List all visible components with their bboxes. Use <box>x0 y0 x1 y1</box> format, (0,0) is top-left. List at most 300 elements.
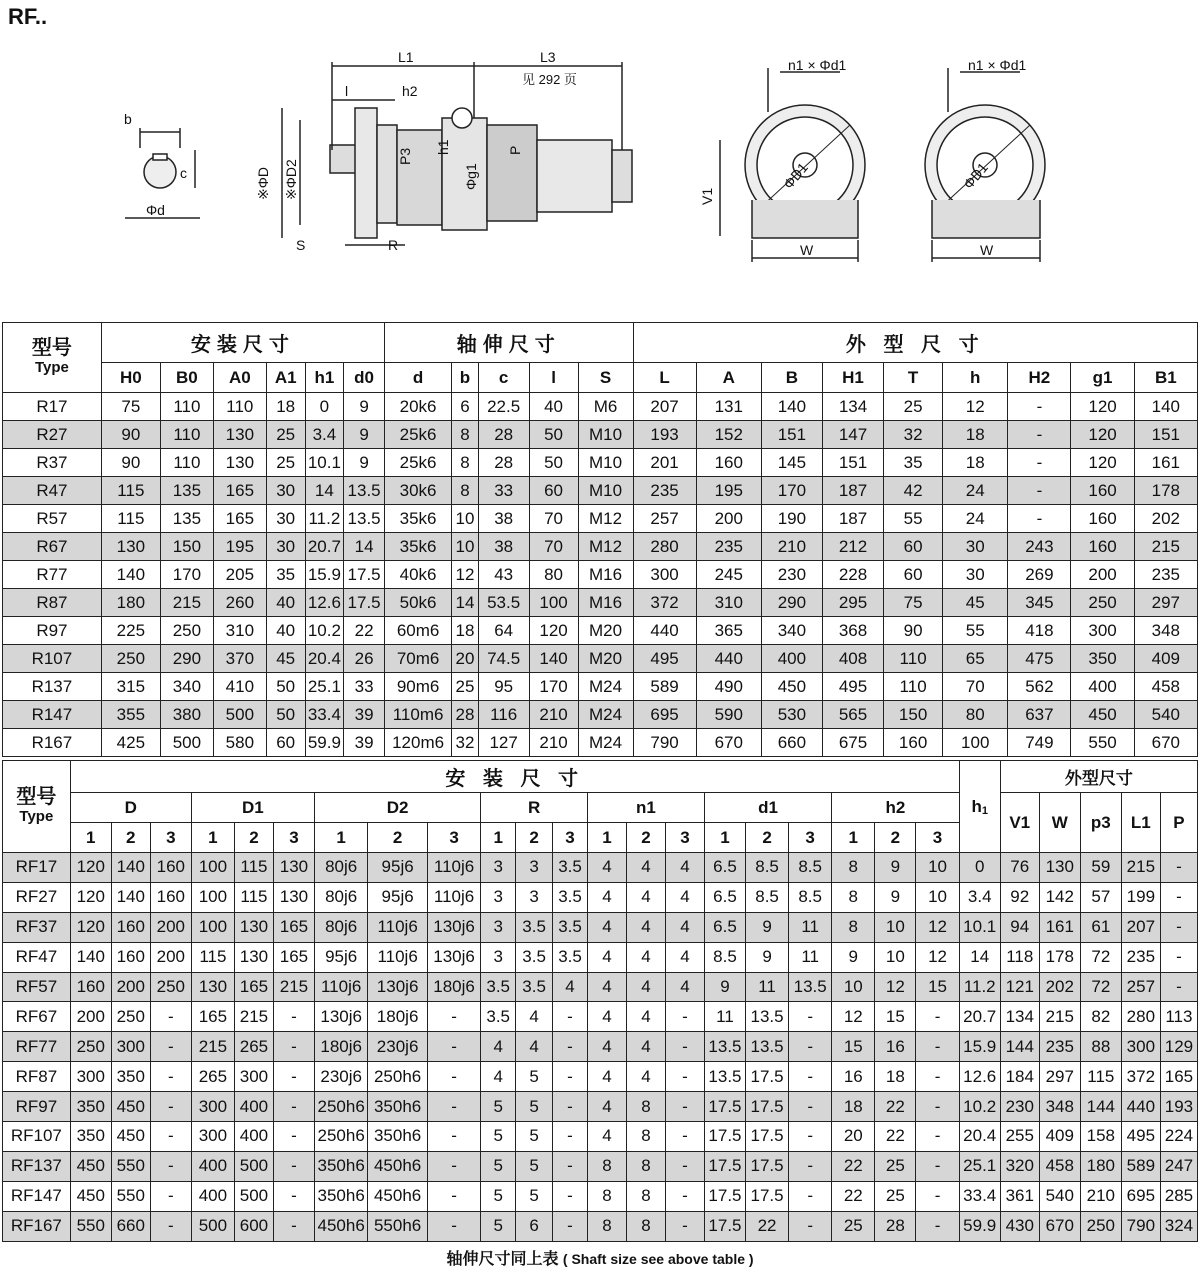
table-row <box>3 942 1198 972</box>
value-cell: - <box>1008 449 1071 477</box>
value-cell: 120 <box>1071 393 1134 421</box>
value-cell: 3.4 <box>959 882 1000 912</box>
sub-number: 2 <box>875 823 916 853</box>
type-cell: RF107 <box>3 1122 71 1152</box>
type-cell: R47 <box>3 477 102 505</box>
value-cell: 230 <box>761 561 822 589</box>
value-cell: - <box>1160 942 1197 972</box>
value-cell: 130 <box>213 449 266 477</box>
value-cell: 116 <box>478 701 529 729</box>
sub-number: 1 <box>832 823 875 853</box>
value-cell: 250 <box>160 617 213 645</box>
value-cell: 8 <box>452 449 478 477</box>
value-cell: 100 <box>943 729 1008 757</box>
label-R: R <box>388 237 399 253</box>
type-cell: R147 <box>3 701 102 729</box>
value-cell: - <box>273 1062 314 1092</box>
value-cell: 10.1 <box>959 912 1000 942</box>
value-cell: 50 <box>529 421 578 449</box>
value-cell: 55 <box>884 505 943 533</box>
value-cell: 142 <box>1039 882 1080 912</box>
value-cell: 4 <box>481 1062 516 1092</box>
value-cell: 76 <box>1000 853 1039 883</box>
value-cell: 17.5 <box>746 1181 789 1211</box>
value-cell: 4 <box>516 1032 553 1062</box>
value-cell: 95j6 <box>368 882 428 912</box>
table-row <box>3 912 1198 942</box>
value-cell: 25 <box>875 1151 916 1181</box>
value-cell: 12 <box>452 561 478 589</box>
value-cell: 280 <box>1121 1002 1160 1032</box>
value-cell: 115 <box>191 942 234 972</box>
value-cell: 120 <box>1071 421 1134 449</box>
value-cell: 22 <box>875 1122 916 1152</box>
value-cell: 300 <box>111 1032 150 1062</box>
value-cell: 28 <box>875 1211 916 1241</box>
value-cell: 235 <box>696 533 761 561</box>
label-c: c <box>180 165 187 181</box>
type-cell: R37 <box>3 449 102 477</box>
value-cell: 409 <box>1134 645 1197 673</box>
value-cell: 4 <box>665 882 704 912</box>
value-cell: 4 <box>626 972 665 1002</box>
subgroup-d1: d1 <box>704 793 831 823</box>
value-cell: 10 <box>875 942 916 972</box>
value-cell: 749 <box>1008 729 1071 757</box>
outline-dimensions-header-rf: 外型尺寸 <box>1000 761 1197 793</box>
value-cell: 32 <box>884 421 943 449</box>
value-cell: - <box>273 1151 314 1181</box>
value-cell: 30 <box>943 533 1008 561</box>
value-cell: 160 <box>1071 505 1134 533</box>
value-cell: 695 <box>1121 1181 1160 1211</box>
value-cell: 115 <box>101 505 160 533</box>
label-b: b <box>124 111 132 127</box>
value-cell: M20 <box>578 645 633 673</box>
value-cell: 8 <box>626 1151 665 1181</box>
table-row <box>3 1151 1198 1181</box>
value-cell: 8.5 <box>746 853 789 883</box>
value-cell: 6.5 <box>704 853 745 883</box>
value-cell: 24 <box>943 477 1008 505</box>
table-row <box>3 421 1198 449</box>
value-cell: 8 <box>452 477 478 505</box>
value-cell: 295 <box>822 589 883 617</box>
type-cell: RF137 <box>3 1151 71 1181</box>
value-cell: 10 <box>916 882 959 912</box>
value-cell: 11 <box>789 942 832 972</box>
value-cell: 8 <box>587 1211 626 1241</box>
value-cell: 9 <box>746 942 789 972</box>
value-cell: 30 <box>943 561 1008 589</box>
value-cell: - <box>150 1002 191 1032</box>
value-cell: 450 <box>111 1122 150 1152</box>
value-cell: 11.2 <box>959 972 1000 1002</box>
value-cell: - <box>665 1092 704 1122</box>
value-cell: 30k6 <box>384 477 451 505</box>
value-cell: 13.5 <box>789 972 832 1002</box>
value-cell: - <box>553 1151 588 1181</box>
r-series-dimension-table <box>2 322 1198 757</box>
value-cell: 120 <box>1071 449 1134 477</box>
value-cell: 324 <box>1160 1211 1197 1241</box>
value-cell: - <box>789 1181 832 1211</box>
value-cell: - <box>916 1032 959 1062</box>
value-cell: 8 <box>452 421 478 449</box>
value-cell: 20.4 <box>959 1122 1000 1152</box>
value-cell: 380 <box>160 701 213 729</box>
value-cell: M16 <box>578 561 633 589</box>
value-cell: 0 <box>959 853 1000 883</box>
value-cell: 12.6 <box>959 1062 1000 1092</box>
type-cell: R107 <box>3 645 102 673</box>
type-cell: RF47 <box>3 942 71 972</box>
value-cell: 4 <box>665 942 704 972</box>
value-cell: 215 <box>234 1002 273 1032</box>
value-cell: 40k6 <box>384 561 451 589</box>
value-cell: 61 <box>1080 912 1121 942</box>
value-cell: M24 <box>578 729 633 757</box>
value-cell: - <box>427 1211 480 1241</box>
value-cell: 8 <box>587 1151 626 1181</box>
value-cell: 3.5 <box>516 942 553 972</box>
value-cell: - <box>273 1002 314 1032</box>
table-row <box>3 673 1198 701</box>
value-cell: 4 <box>665 912 704 942</box>
table-row <box>3 533 1198 561</box>
table-row <box>3 1032 1198 1062</box>
value-cell: 201 <box>633 449 696 477</box>
value-cell: 180 <box>101 589 160 617</box>
value-cell: 500 <box>213 701 266 729</box>
value-cell: 230 <box>1000 1092 1039 1122</box>
value-cell: 260 <box>213 589 266 617</box>
value-cell: 130 <box>273 853 314 883</box>
value-cell: 4 <box>481 1032 516 1062</box>
value-cell: 9 <box>832 942 875 972</box>
value-cell: 17.5 <box>746 1062 789 1092</box>
value-cell: 4 <box>626 853 665 883</box>
value-cell: 59.9 <box>305 729 344 757</box>
value-cell: 12 <box>916 912 959 942</box>
type-cell: R67 <box>3 533 102 561</box>
value-cell: 80 <box>529 561 578 589</box>
value-cell: 230j6 <box>314 1062 367 1092</box>
value-cell: 20.7 <box>959 1002 1000 1032</box>
value-cell: 590 <box>696 701 761 729</box>
value-cell: 9 <box>875 853 916 883</box>
outline-dimensions-header: 外 型 尺 寸 <box>633 323 1198 363</box>
value-cell: - <box>553 1002 588 1032</box>
value-cell: 22 <box>875 1092 916 1122</box>
value-cell: 355 <box>101 701 160 729</box>
value-cell: 300 <box>191 1092 234 1122</box>
subgroup-D1: D1 <box>191 793 314 823</box>
table-row <box>3 972 1198 1002</box>
value-cell: 178 <box>1134 477 1197 505</box>
value-cell: 90m6 <box>384 673 451 701</box>
value-cell: 33 <box>478 477 529 505</box>
value-cell: 14 <box>305 477 344 505</box>
value-cell: 500 <box>191 1211 234 1241</box>
value-cell: 12 <box>832 1002 875 1032</box>
value-cell: 210 <box>529 701 578 729</box>
value-cell: 12 <box>875 972 916 1002</box>
table-row <box>3 1002 1198 1032</box>
value-cell: 151 <box>1134 421 1197 449</box>
value-cell: 589 <box>1121 1151 1160 1181</box>
value-cell: - <box>427 1032 480 1062</box>
rf-series-dimension-table <box>2 760 1198 1242</box>
label-S: S <box>296 237 306 253</box>
value-cell: 250 <box>111 1002 150 1032</box>
value-cell: 8 <box>832 882 875 912</box>
value-cell: - <box>150 1122 191 1152</box>
value-cell: 35k6 <box>384 505 451 533</box>
table-row <box>3 561 1198 589</box>
sub-number: 2 <box>516 823 553 853</box>
value-cell: 475 <box>1008 645 1071 673</box>
value-cell: 450 <box>70 1181 111 1211</box>
value-cell: - <box>789 1151 832 1181</box>
value-cell: - <box>665 1151 704 1181</box>
value-cell: 120m6 <box>384 729 451 757</box>
value-cell: 215 <box>1039 1002 1080 1032</box>
value-cell: 199 <box>1121 882 1160 912</box>
value-cell: 80j6 <box>314 853 367 883</box>
label-D: ※ΦD <box>255 166 271 200</box>
sub-number: 3 <box>665 823 704 853</box>
value-cell: 28 <box>452 701 478 729</box>
value-cell: 130 <box>101 533 160 561</box>
value-cell: 118 <box>1000 942 1039 972</box>
value-cell: 372 <box>633 589 696 617</box>
value-cell: 151 <box>761 421 822 449</box>
value-cell: 130 <box>191 972 234 1002</box>
value-cell: 82 <box>1080 1002 1121 1032</box>
value-cell: 500 <box>234 1181 273 1211</box>
value-cell: 4 <box>665 972 704 1002</box>
value-cell: 160 <box>70 972 111 1002</box>
sub-number: 1 <box>587 823 626 853</box>
table-row <box>3 449 1198 477</box>
value-cell: 450h6 <box>314 1211 367 1241</box>
col-b: b <box>452 363 478 393</box>
footer-note <box>0 1246 1200 1269</box>
value-cell: 458 <box>1134 673 1197 701</box>
value-cell: 310 <box>696 589 761 617</box>
value-cell: 15.9 <box>959 1032 1000 1062</box>
value-cell: 13.5 <box>344 477 385 505</box>
value-cell: 17.5 <box>746 1151 789 1181</box>
value-cell: 400 <box>191 1151 234 1181</box>
value-cell: - <box>553 1032 588 1062</box>
value-cell: 600 <box>234 1211 273 1241</box>
subgroup-D2: D2 <box>314 793 480 823</box>
value-cell: 14 <box>452 589 478 617</box>
value-cell: - <box>789 1211 832 1241</box>
value-cell: 300 <box>633 561 696 589</box>
value-cell: 320 <box>1000 1151 1039 1181</box>
value-cell: 10.2 <box>959 1092 1000 1122</box>
table-row <box>3 477 1198 505</box>
value-cell: 202 <box>1039 972 1080 1002</box>
value-cell: 269 <box>1008 561 1071 589</box>
value-cell: 14 <box>344 533 385 561</box>
value-cell: 94 <box>1000 912 1039 942</box>
value-cell: 110j6 <box>368 942 428 972</box>
value-cell: 5 <box>516 1151 553 1181</box>
value-cell: 145 <box>761 449 822 477</box>
value-cell: 64 <box>478 617 529 645</box>
value-cell: 193 <box>633 421 696 449</box>
value-cell: - <box>150 1092 191 1122</box>
value-cell: 6 <box>452 393 478 421</box>
value-cell: 5 <box>481 1122 516 1152</box>
value-cell: 160 <box>150 882 191 912</box>
value-cell: 300 <box>70 1062 111 1092</box>
value-cell: 28 <box>478 449 529 477</box>
value-cell: 25 <box>884 393 943 421</box>
table-row <box>3 589 1198 617</box>
value-cell: 372 <box>1121 1062 1160 1092</box>
value-cell: 165 <box>213 477 266 505</box>
col-P: P <box>1160 793 1197 853</box>
value-cell: 11 <box>746 972 789 1002</box>
sub-number: 3 <box>273 823 314 853</box>
value-cell: 265 <box>234 1032 273 1062</box>
value-cell: 9 <box>344 421 385 449</box>
type-cell: RF57 <box>3 972 71 1002</box>
value-cell: 408 <box>822 645 883 673</box>
label-D2: ※ΦD2 <box>283 159 299 200</box>
value-cell: 9 <box>875 882 916 912</box>
value-cell: 100 <box>191 882 234 912</box>
value-cell: M20 <box>578 617 633 645</box>
value-cell: 121 <box>1000 972 1039 1002</box>
value-cell: 4 <box>626 1002 665 1032</box>
value-cell: 207 <box>633 393 696 421</box>
value-cell: 10.2 <box>305 617 344 645</box>
value-cell: M10 <box>578 421 633 449</box>
value-cell: 4 <box>665 853 704 883</box>
value-cell: 348 <box>1039 1092 1080 1122</box>
value-cell: 9 <box>344 449 385 477</box>
value-cell: 200 <box>70 1002 111 1032</box>
value-cell: 110 <box>213 393 266 421</box>
value-cell: 50 <box>266 673 305 701</box>
value-cell: 150 <box>884 701 943 729</box>
value-cell: 20 <box>832 1122 875 1152</box>
value-cell: 458 <box>1039 1151 1080 1181</box>
sub-number: 1 <box>314 823 367 853</box>
value-cell: 39 <box>344 729 385 757</box>
value-cell: 6.5 <box>704 912 745 942</box>
label-n1d1-b: n1 × Φd1 <box>968 57 1027 73</box>
value-cell: 25k6 <box>384 421 451 449</box>
value-cell: 250 <box>1071 589 1134 617</box>
subgroup-n1: n1 <box>587 793 704 823</box>
value-cell: 25k6 <box>384 449 451 477</box>
value-cell: 110j6 <box>427 853 480 883</box>
value-cell: 540 <box>1039 1181 1080 1211</box>
value-cell: 130 <box>234 912 273 942</box>
value-cell: 4 <box>587 1062 626 1092</box>
value-cell: 400 <box>234 1122 273 1152</box>
value-cell: 70 <box>943 673 1008 701</box>
value-cell: 13.5 <box>704 1062 745 1092</box>
value-cell: - <box>150 1032 191 1062</box>
value-cell: 400 <box>234 1092 273 1122</box>
value-cell: 235 <box>1039 1032 1080 1062</box>
value-cell: 4 <box>626 882 665 912</box>
value-cell: 147 <box>822 421 883 449</box>
value-cell: 300 <box>1071 617 1134 645</box>
value-cell: 0 <box>305 393 344 421</box>
value-cell: 170 <box>160 561 213 589</box>
value-cell: 180 <box>1080 1151 1121 1181</box>
table-row <box>3 701 1198 729</box>
value-cell: 70 <box>529 533 578 561</box>
value-cell: 50k6 <box>384 589 451 617</box>
value-cell: - <box>553 1122 588 1152</box>
type-cell: R137 <box>3 673 102 701</box>
value-cell: 8 <box>832 912 875 942</box>
value-cell: 430 <box>1000 1211 1039 1241</box>
value-cell: 5 <box>481 1092 516 1122</box>
value-cell: 695 <box>633 701 696 729</box>
col-H1: H1 <box>822 363 883 393</box>
value-cell: 13.5 <box>344 505 385 533</box>
value-cell: 265 <box>191 1062 234 1092</box>
value-cell: 17.5 <box>704 1181 745 1211</box>
value-cell: 160 <box>111 942 150 972</box>
value-cell: 224 <box>1160 1122 1197 1152</box>
value-cell: 450 <box>70 1151 111 1181</box>
value-cell: 140 <box>761 393 822 421</box>
type-cell: RF87 <box>3 1062 71 1092</box>
value-cell: 160 <box>150 853 191 883</box>
value-cell: 25 <box>266 421 305 449</box>
value-cell: 165 <box>273 942 314 972</box>
label-D1-a: ΦD1 <box>780 159 811 192</box>
value-cell: 5 <box>516 1062 553 1092</box>
table-row <box>3 617 1198 645</box>
value-cell: 130 <box>213 421 266 449</box>
value-cell: - <box>665 1032 704 1062</box>
value-cell: 127 <box>478 729 529 757</box>
value-cell: 350h6 <box>368 1092 428 1122</box>
value-cell: 160 <box>1071 533 1134 561</box>
value-cell: 60 <box>266 729 305 757</box>
value-cell: 12 <box>943 393 1008 421</box>
value-cell: 4 <box>626 912 665 942</box>
value-cell: 12 <box>916 942 959 972</box>
value-cell: 17.5 <box>704 1122 745 1152</box>
col-T: T <box>884 363 943 393</box>
value-cell: 193 <box>1160 1092 1197 1122</box>
value-cell: 144 <box>1000 1032 1039 1062</box>
label-h1: h1 <box>435 139 451 155</box>
value-cell: 3.5 <box>553 882 588 912</box>
value-cell: 340 <box>761 617 822 645</box>
value-cell: 5 <box>516 1122 553 1152</box>
value-cell: 35 <box>884 449 943 477</box>
value-cell: 250 <box>150 972 191 1002</box>
value-cell: 10 <box>916 853 959 883</box>
value-cell: 637 <box>1008 701 1071 729</box>
label-W-a: W <box>800 242 814 258</box>
